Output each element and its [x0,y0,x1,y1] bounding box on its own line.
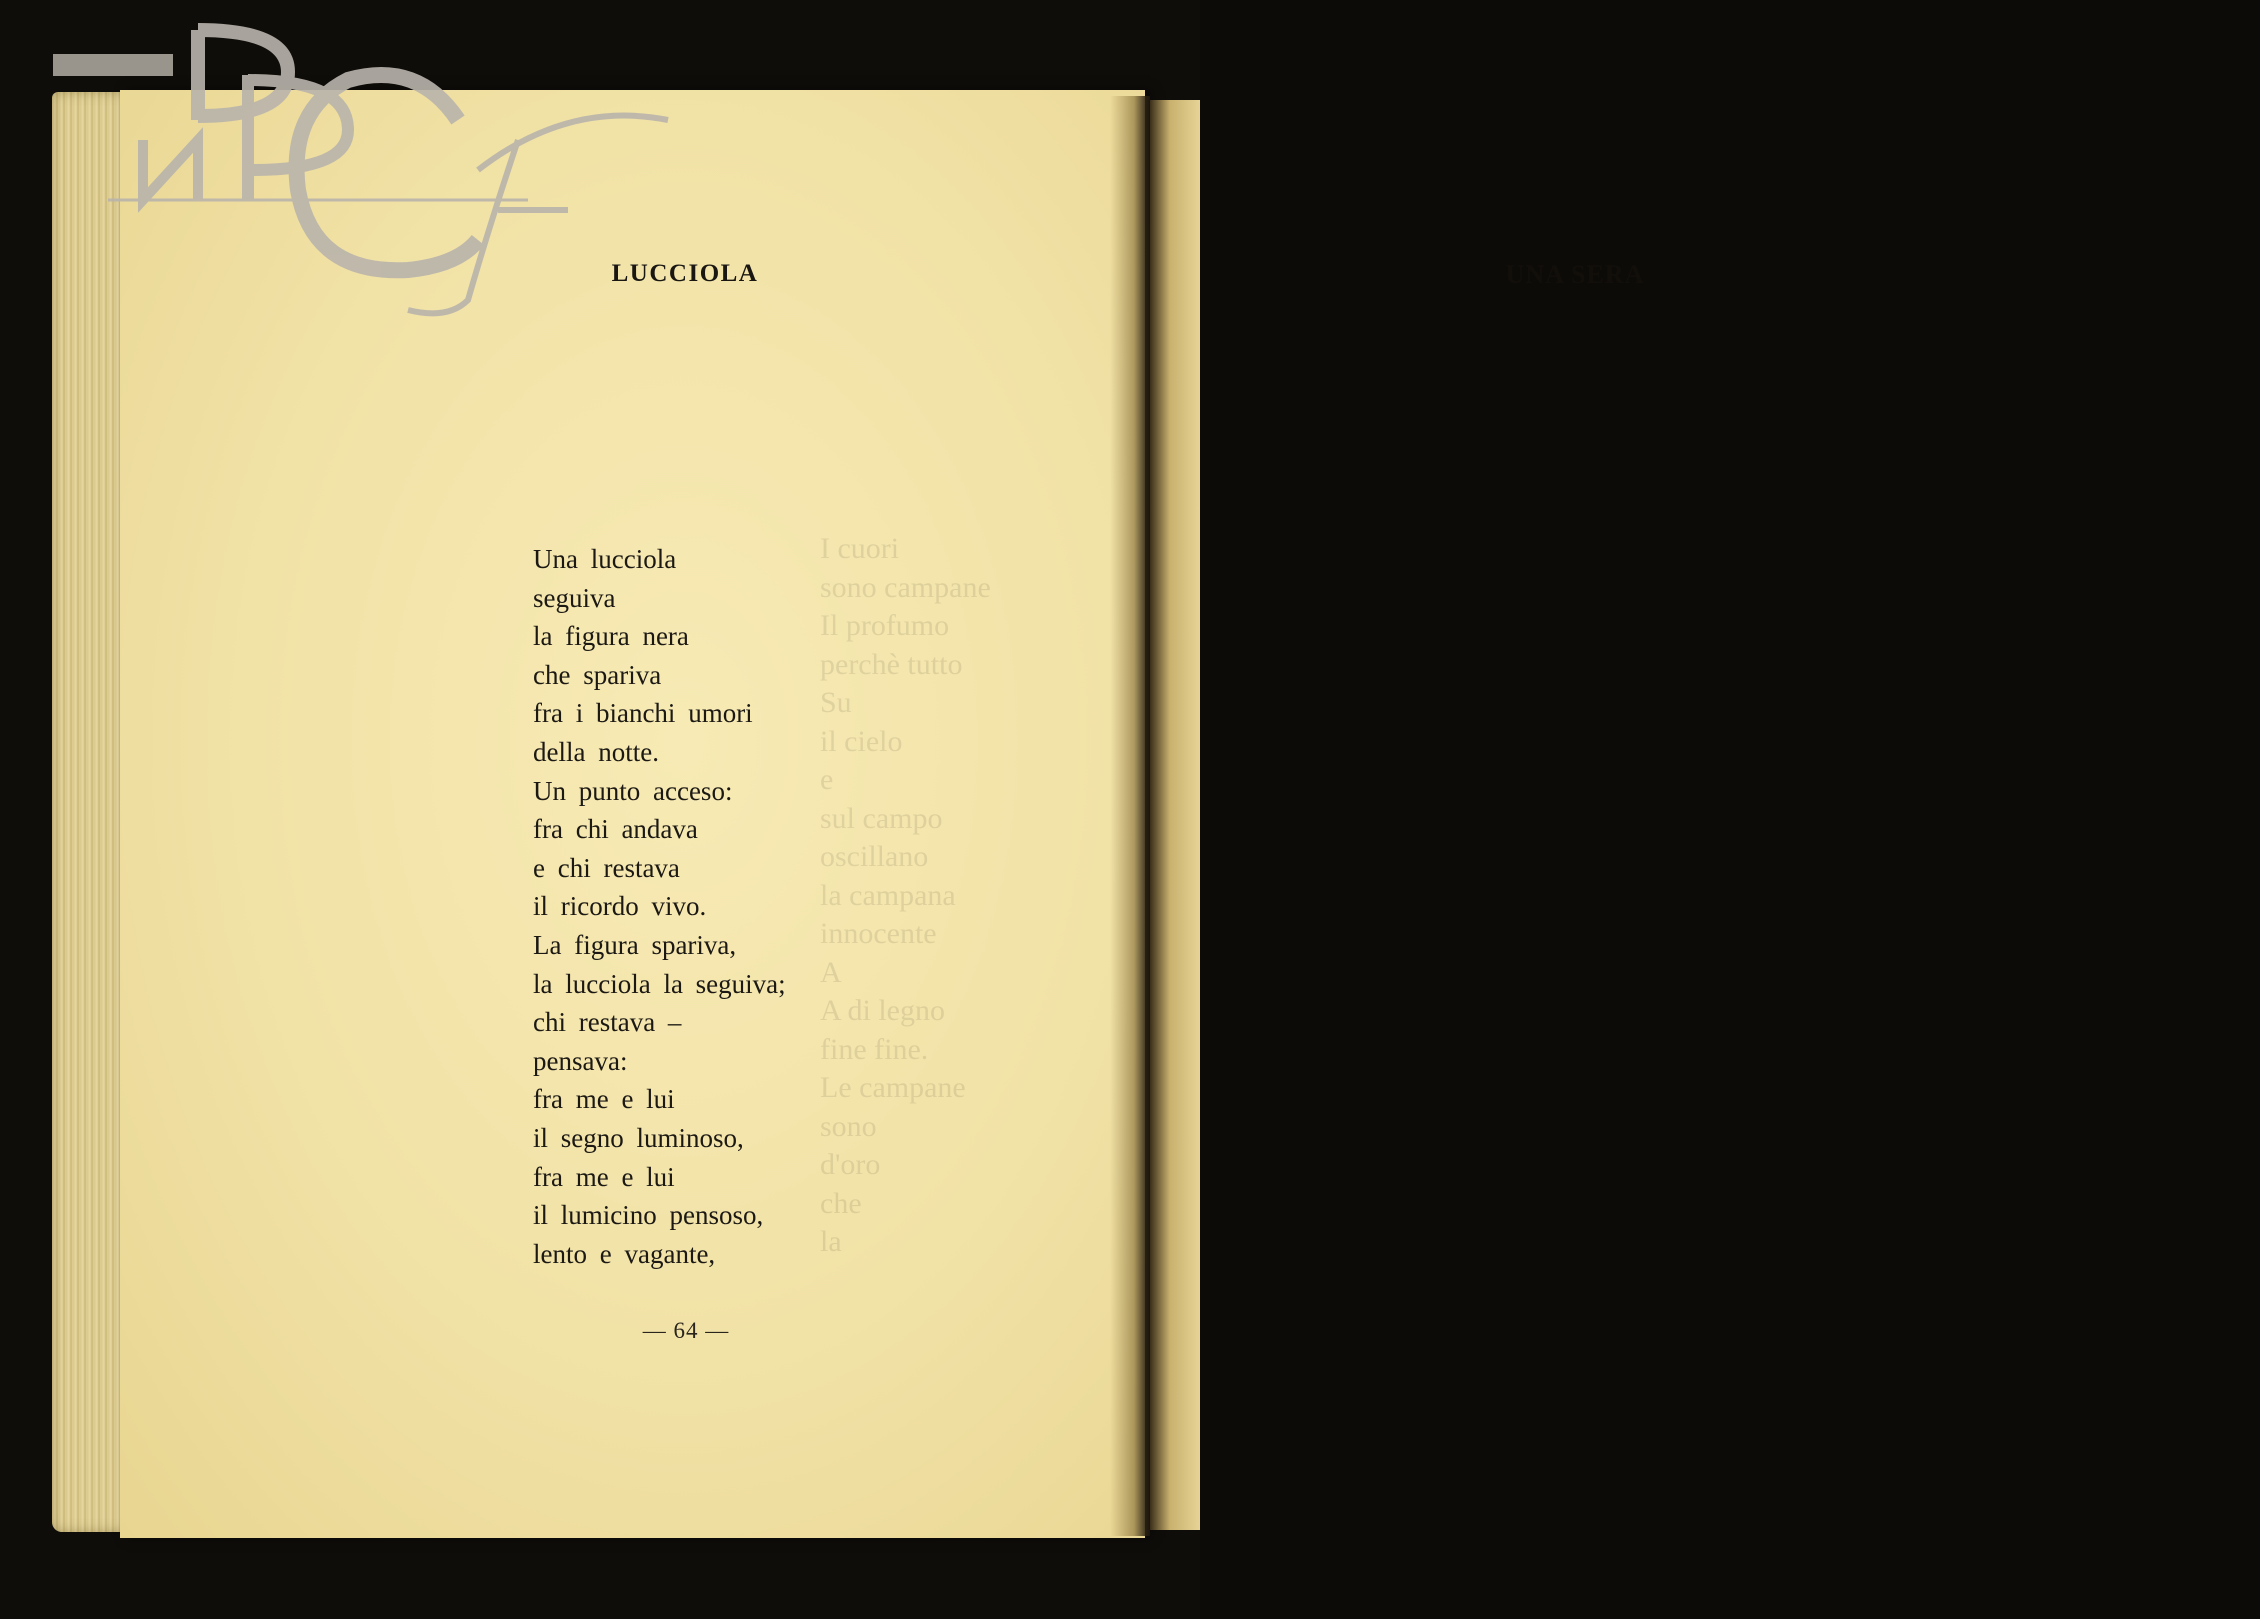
poem-line: la lucciola la seguiva; [533,968,786,999]
poem-line: della notte. [533,736,659,767]
poem-line: fra i bianchi umori [533,698,753,729]
poem-title: LUCCIOLA [611,260,759,287]
page-number: — 64 — [642,1318,730,1343]
poem-line: lento e vagante, [533,1238,716,1269]
poem-line: che spariva [533,659,662,690]
poem-line: fra me e lui [533,1161,675,1192]
show-through-title: UNA SERA [1505,260,1645,289]
poem-line: chi restava – [533,1007,682,1038]
poem-line: fra me e lui [533,1084,675,1115]
show-through-text: I cuori sono campane Il profumo perchè tutto Su il cielo e sul campo oscillano la campana innocente A A di legno fine fine. Le campane sono d'oro che la [820,532,991,1258]
facing-page-edge [1150,100,1200,1530]
poem-line: e chi restava [533,852,680,883]
poem-line: Un punto acceso: [533,775,733,806]
poem-line: il segno luminoso, [533,1122,744,1153]
poem-line: il ricordo vivo. [533,891,707,922]
poem-line: la figura nera [533,621,689,652]
poem-line: fra chi andava [533,814,698,845]
poem-line: Una lucciola [533,544,677,574]
poem-line: pensava: [533,1045,628,1076]
poem-line: il lumicino pensoso, [533,1200,764,1231]
poem-line: La figura spariva, [533,929,737,960]
poem-text [533,540,873,1273]
poem-line: seguiva [533,582,616,613]
